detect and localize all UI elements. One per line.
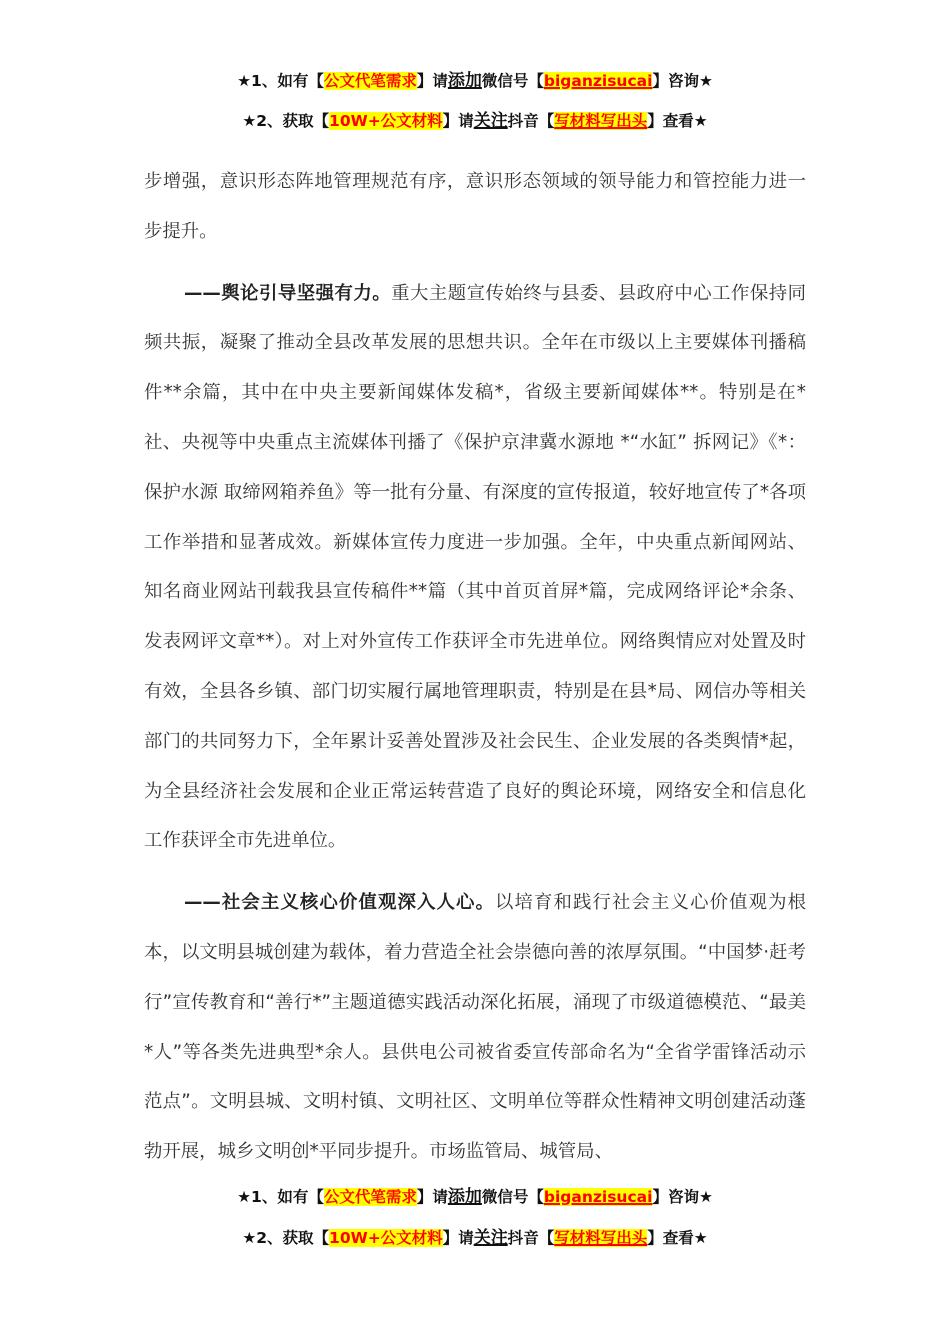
banner-text: 微信号【 (481, 1188, 544, 1206)
banner-suffix: 】查看★ (647, 1229, 708, 1247)
highlight-service: 公文代笔需求 (323, 1188, 417, 1206)
paragraph-text: 步增强，意识形态阵地管理规范有序，意识形态领域的领导能力和管控能力进一步提升。 (144, 171, 806, 242)
paragraph-lead-heading: ——社会主义核心价值观深入人心。 (184, 892, 495, 914)
highlight-materials: 10W+公文材料 (329, 112, 443, 130)
paragraph-text: 以培育和践行社会主义心价值观为根本，以文明县城创建为载体，着力营造全社会崇德向善的浓厚氛围。“中国梦·赶考行”宣传教育和“善行*”主题道德实践活动深化拓展，涌现了市级道德模范、“最美*人”等各类先进典型*余人。县供电公司被省委宣传部命名为“全省学雷锋活动示范点”。文明县城、文明村镇、文明社区、文明单位等群众性精神文明创建活动蓬勃开展，城乡文明创*平同步提升。市场监管局、城管局、 (144, 892, 806, 1163)
banner-text: 抖音【 (507, 112, 555, 130)
promo-banner-line-2-footer (0, 1227, 950, 1249)
banner-prefix: ★2、获取【 (242, 112, 330, 130)
banner-prefix: ★1、如有【 (237, 72, 324, 90)
douyin-account: 写材料写出头 (554, 1229, 648, 1247)
banner-suffix: 】咨询★ (652, 72, 713, 90)
underlined-action: 添加 (447, 1187, 482, 1207)
paragraph-public-opinion (144, 269, 806, 867)
underlined-action: 添加 (447, 71, 482, 91)
banner-text: 】请 (442, 112, 474, 130)
banner-text: 】请 (416, 72, 448, 90)
banner-prefix: ★2、获取【 (242, 1229, 330, 1247)
promo-banner-line-1 (0, 70, 950, 92)
paragraph-core-values (144, 878, 806, 1177)
promo-banner-line-2 (0, 110, 950, 132)
underlined-action: 关注 (473, 111, 508, 131)
paragraph-continuation (144, 157, 806, 257)
wechat-id: biganzisucai (543, 1188, 653, 1206)
wechat-id: biganzisucai (543, 72, 653, 90)
promo-banner-line-1-footer (0, 1186, 950, 1208)
banner-text: 】请 (416, 1188, 448, 1206)
underlined-action: 关注 (473, 1228, 508, 1248)
document-body (144, 157, 806, 1177)
douyin-account: 写材料写出头 (554, 112, 648, 130)
banner-suffix: 】咨询★ (652, 1188, 713, 1206)
banner-prefix: ★1、如有【 (237, 1188, 324, 1206)
highlight-materials: 10W+公文材料 (329, 1229, 443, 1247)
highlight-service: 公文代笔需求 (323, 72, 417, 90)
banner-text: 微信号【 (481, 72, 544, 90)
paragraph-text: 重大主题宣传始终与县委、县政府中心工作保持同频共振，凝聚了推动全县改革发展的思想共识。全年在市级以上主要媒体刊播稿件**余篇，其中在中央主要新闻媒体发稿*，省级主要新闻媒体**。特别是在*社、央视等中央重点主流媒体刊播了《保护京津冀水源地 *“水缸” 拆网记》《*：保护水源 取缔网箱养鱼》等一批有分量、有深度的宣传报道，较好地宣传了*各项工作举措和显著成效。新媒体宣传力度进一步加强。全年，中央重点新闻网站、知名商业网站刊载我县宣传稿件**篇（其中首页首屏*篇，完成网络评论*余条、发表网评文章**）。对上对外宣传工作获评全市先进单位。网络舆情应对处置及时有效，全县各乡镇、部门切实履行属地管理职责，特别是在县*局、网信办等相关部门的共同努力下，全年累计妥善处置涉及社会民生、企业发展的各类舆情*起，为全县经济社会发展和企业正常运转营造了良好的舆论环境，网络安全和信息化工作获评全市先进单位。 (144, 282, 806, 852)
banner-text: 】请 (442, 1229, 474, 1247)
banner-text: 抖音【 (507, 1229, 555, 1247)
paragraph-lead-heading: ——舆论引导坚强有力。 (184, 282, 392, 304)
banner-suffix: 】查看★ (647, 112, 708, 130)
